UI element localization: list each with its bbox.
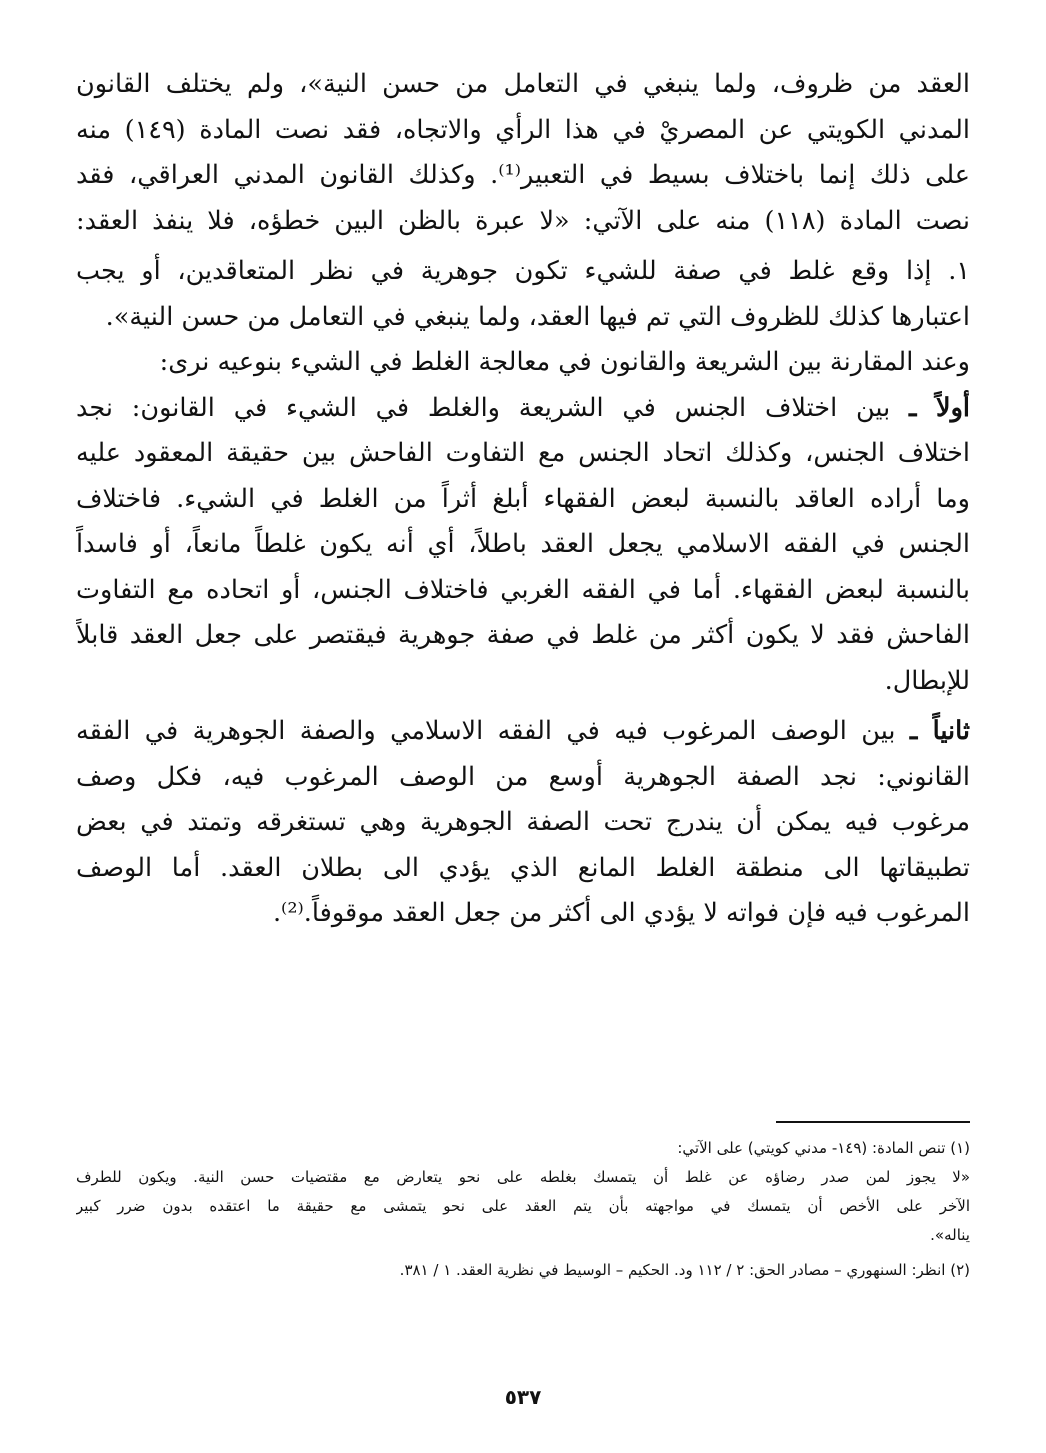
body-line: بالنسبة لبعض الفقهاء. أما في الفقه الغربي فاختلاف الجنس، أو اتحاده مع التفاوت <box>76 574 970 605</box>
body-line: وما أراده العاقد بالنسبة لبعض الفقهاء أبلغ أثراً من الغلط في الشيء. فاختلاف <box>76 483 970 514</box>
body-line: المدني الكويتي عن المصريْ في هذا الرأي والاتجاه، فقد نصت المادة (١٤٩) منه <box>76 114 970 145</box>
footnote-1-line: الآخر على الأخص أن يتمسك في مواجهته بأن يتم العقد على نحو يتمشى مع حقيقة ما اعتقده بدون ضرر كبير <box>76 1197 970 1215</box>
body-line: للإبطال. <box>884 665 970 696</box>
first-heading-line <box>76 386 970 432</box>
body-line: العقد من ظروف، ولما ينبغي في التعامل من حسن النية»، ولم يختلف القانون <box>76 69 970 99</box>
body-line: ١. إذا وقع غلط في صفة للشيء تكون جوهرية في نظر المتعاقدين، أو يجب <box>76 256 970 286</box>
body-line: القانوني: نجد الصفة الجوهرية أوسع من الوصف المرغوب فيه، فكل وصف <box>76 761 970 792</box>
footnotes <box>76 1134 970 1285</box>
body-line: تطبيقاتها الى منطقة الغلط المانع الذي يؤدي الى بطلان العقد. أما الوصف <box>76 852 970 883</box>
main-text <box>76 62 970 937</box>
comparison-line: وعند المقارنة بين الشريعة والقانون في معالجة الغلط في الشيء بنوعيه نرى: <box>159 347 970 377</box>
first-text: بين اختلاف الجنس في الشريعة والغلط في الشيء في القانون: نجد <box>76 392 909 423</box>
second-text: بين الوصف المرغوب فيه في الفقه الاسلامي والصفة الجوهرية في الفقه <box>76 716 910 746</box>
body-line: على ذلك إنما باختلاف بسيط في التعبير⁽¹⁾. وكذلك القانون المدني العراقي، فقد <box>76 160 970 190</box>
body-line: المرغوب فيه فإن فواته لا يؤدي الى أكثر من جعل العقد موقوفاً.⁽²⁾. <box>272 898 970 928</box>
body-line: مرغوب فيه يمكن أن يندرج تحت الصفة الجوهرية وهي تستغرقه وتمتد في بعض <box>76 807 970 837</box>
footnote-divider <box>776 1121 970 1123</box>
second-heading-line <box>76 709 970 755</box>
body-line: الجنس في الفقه الاسلامي يجعل العقد باطلاً، أي أنه يكون غلطاً مانعاً، أو فاسداً <box>76 529 970 559</box>
body-line: اختلاف الجنس، وكذلك اتحاد الجنس مع التفاوت الفاحش بين حقيقة المعقود عليه <box>76 438 970 468</box>
second-lead: ثانياً ـ <box>909 716 970 746</box>
body-line: نصت المادة (١١٨) منه على الآتي: «لا عبرة بالظن البين خطؤه، فلا ينفذ العقد: <box>76 205 970 236</box>
footnote-1-line: يناله». <box>930 1226 970 1244</box>
first-lead: أولاً ـ <box>909 392 970 423</box>
body-line: الفاحش فقد لا يكون أكثر من غلط في صفة جوهرية فيقتصر على جعل العقد قابلاً <box>76 620 970 650</box>
page-number: ٥٣٧ <box>504 1385 542 1409</box>
footnote-1-heading: (١) تنص المادة: (١٤٩- مدني كويتي) على الآتي: <box>677 1139 970 1157</box>
footnote-1-line: «لا يجوز لمن صدر رضاؤه عن غلط أن يتمسك بغلطه على نحو يتعارض مع مقتضيات حسن النية. ويكون للطرف <box>76 1168 970 1186</box>
footnote-2: (٢) انظر: السنهوري – مصادر الحق: ٢ / ١١٢ ود. الحكيم – الوسيط في نظرية العقد. ١ / ٣٨١. <box>399 1261 970 1279</box>
body-line: اعتبارها كذلك للظروف التي تم فيها العقد، ولما ينبغي في التعامل من حسن النية». <box>105 301 970 332</box>
